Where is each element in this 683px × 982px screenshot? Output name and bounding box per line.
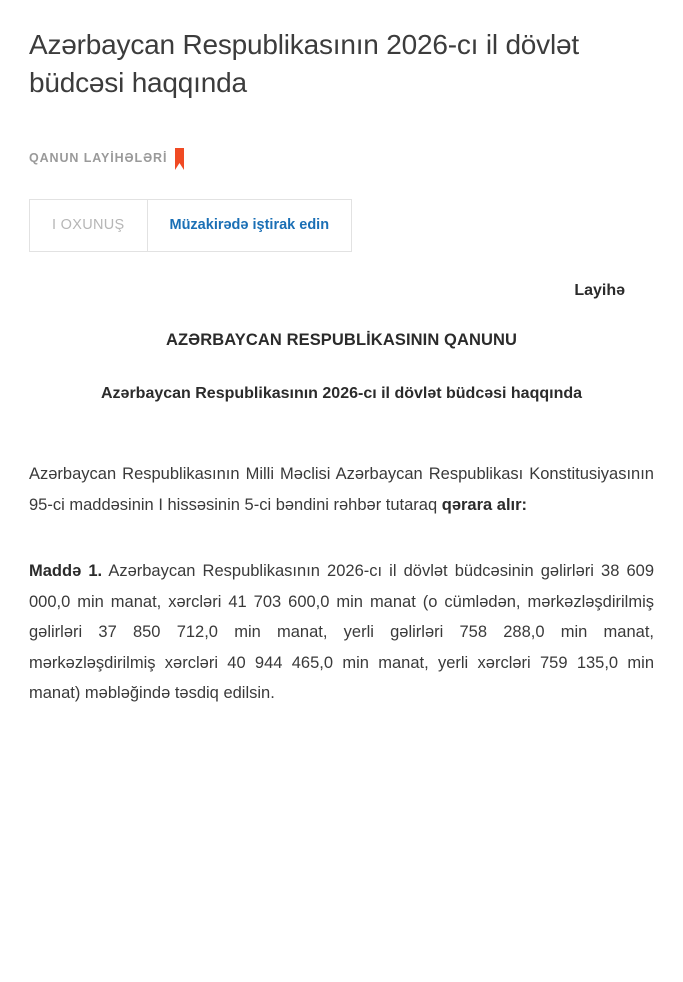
- preamble-decision: qərara alır:: [441, 495, 528, 514]
- tab-first-reading[interactable]: I OXUNUŞ: [29, 199, 148, 252]
- draft-label: Layihə: [574, 281, 625, 299]
- law-subheading: Azərbaycan Respublikasının 2026-cı il dövlət büdcəsi haqqında: [100, 384, 583, 402]
- document-body: [29, 282, 654, 709]
- paragraph-preamble: [29, 459, 654, 520]
- tab-bar[interactable]: [29, 199, 654, 252]
- preamble-text: Azərbaycan Respublikasının Milli Məclisi Azərbaycan Respublikası Konstitusiyasının 95-ci maddəsinin I hissəsinin 5-ci bəndini rəhbər tutaraq: [29, 465, 654, 514]
- article-1-text: Azərbaycan Respublikasının 2026-cı il dövlət büdcəsinin gəlirləri 38 609 000,0 min manat, xərcləri 41 703 600,0 min manat (o cümlədən, mərkəzləşdirilmiş gəlirləri 37 850 712,0 min manat, yerli gəlirləri 758 288,0 min manat, mərkəzləşdirilmiş xərcləri 40 944 465,0 min manat, yerli xərcləri 759 135,0 min manat) məbləğində təsdiq edilsin.: [29, 562, 654, 703]
- tab-join-discussion[interactable]: Müzakirədə iştirak edin: [148, 199, 353, 252]
- category-label: QANUN LAYİHƏLƏRİ: [29, 150, 168, 165]
- page-title: Azərbaycan Respublikasının 2026-cı il dövlət büdcəsi haqqında: [29, 29, 579, 98]
- law-heading: AZƏRBAYCAN RESPUBLİKASININ QANUNU: [165, 330, 518, 349]
- article-1-label: Maddə 1.: [29, 562, 103, 581]
- paragraph-article-1: [29, 556, 654, 709]
- category-row: [29, 148, 654, 168]
- flag-icon: [175, 148, 185, 168]
